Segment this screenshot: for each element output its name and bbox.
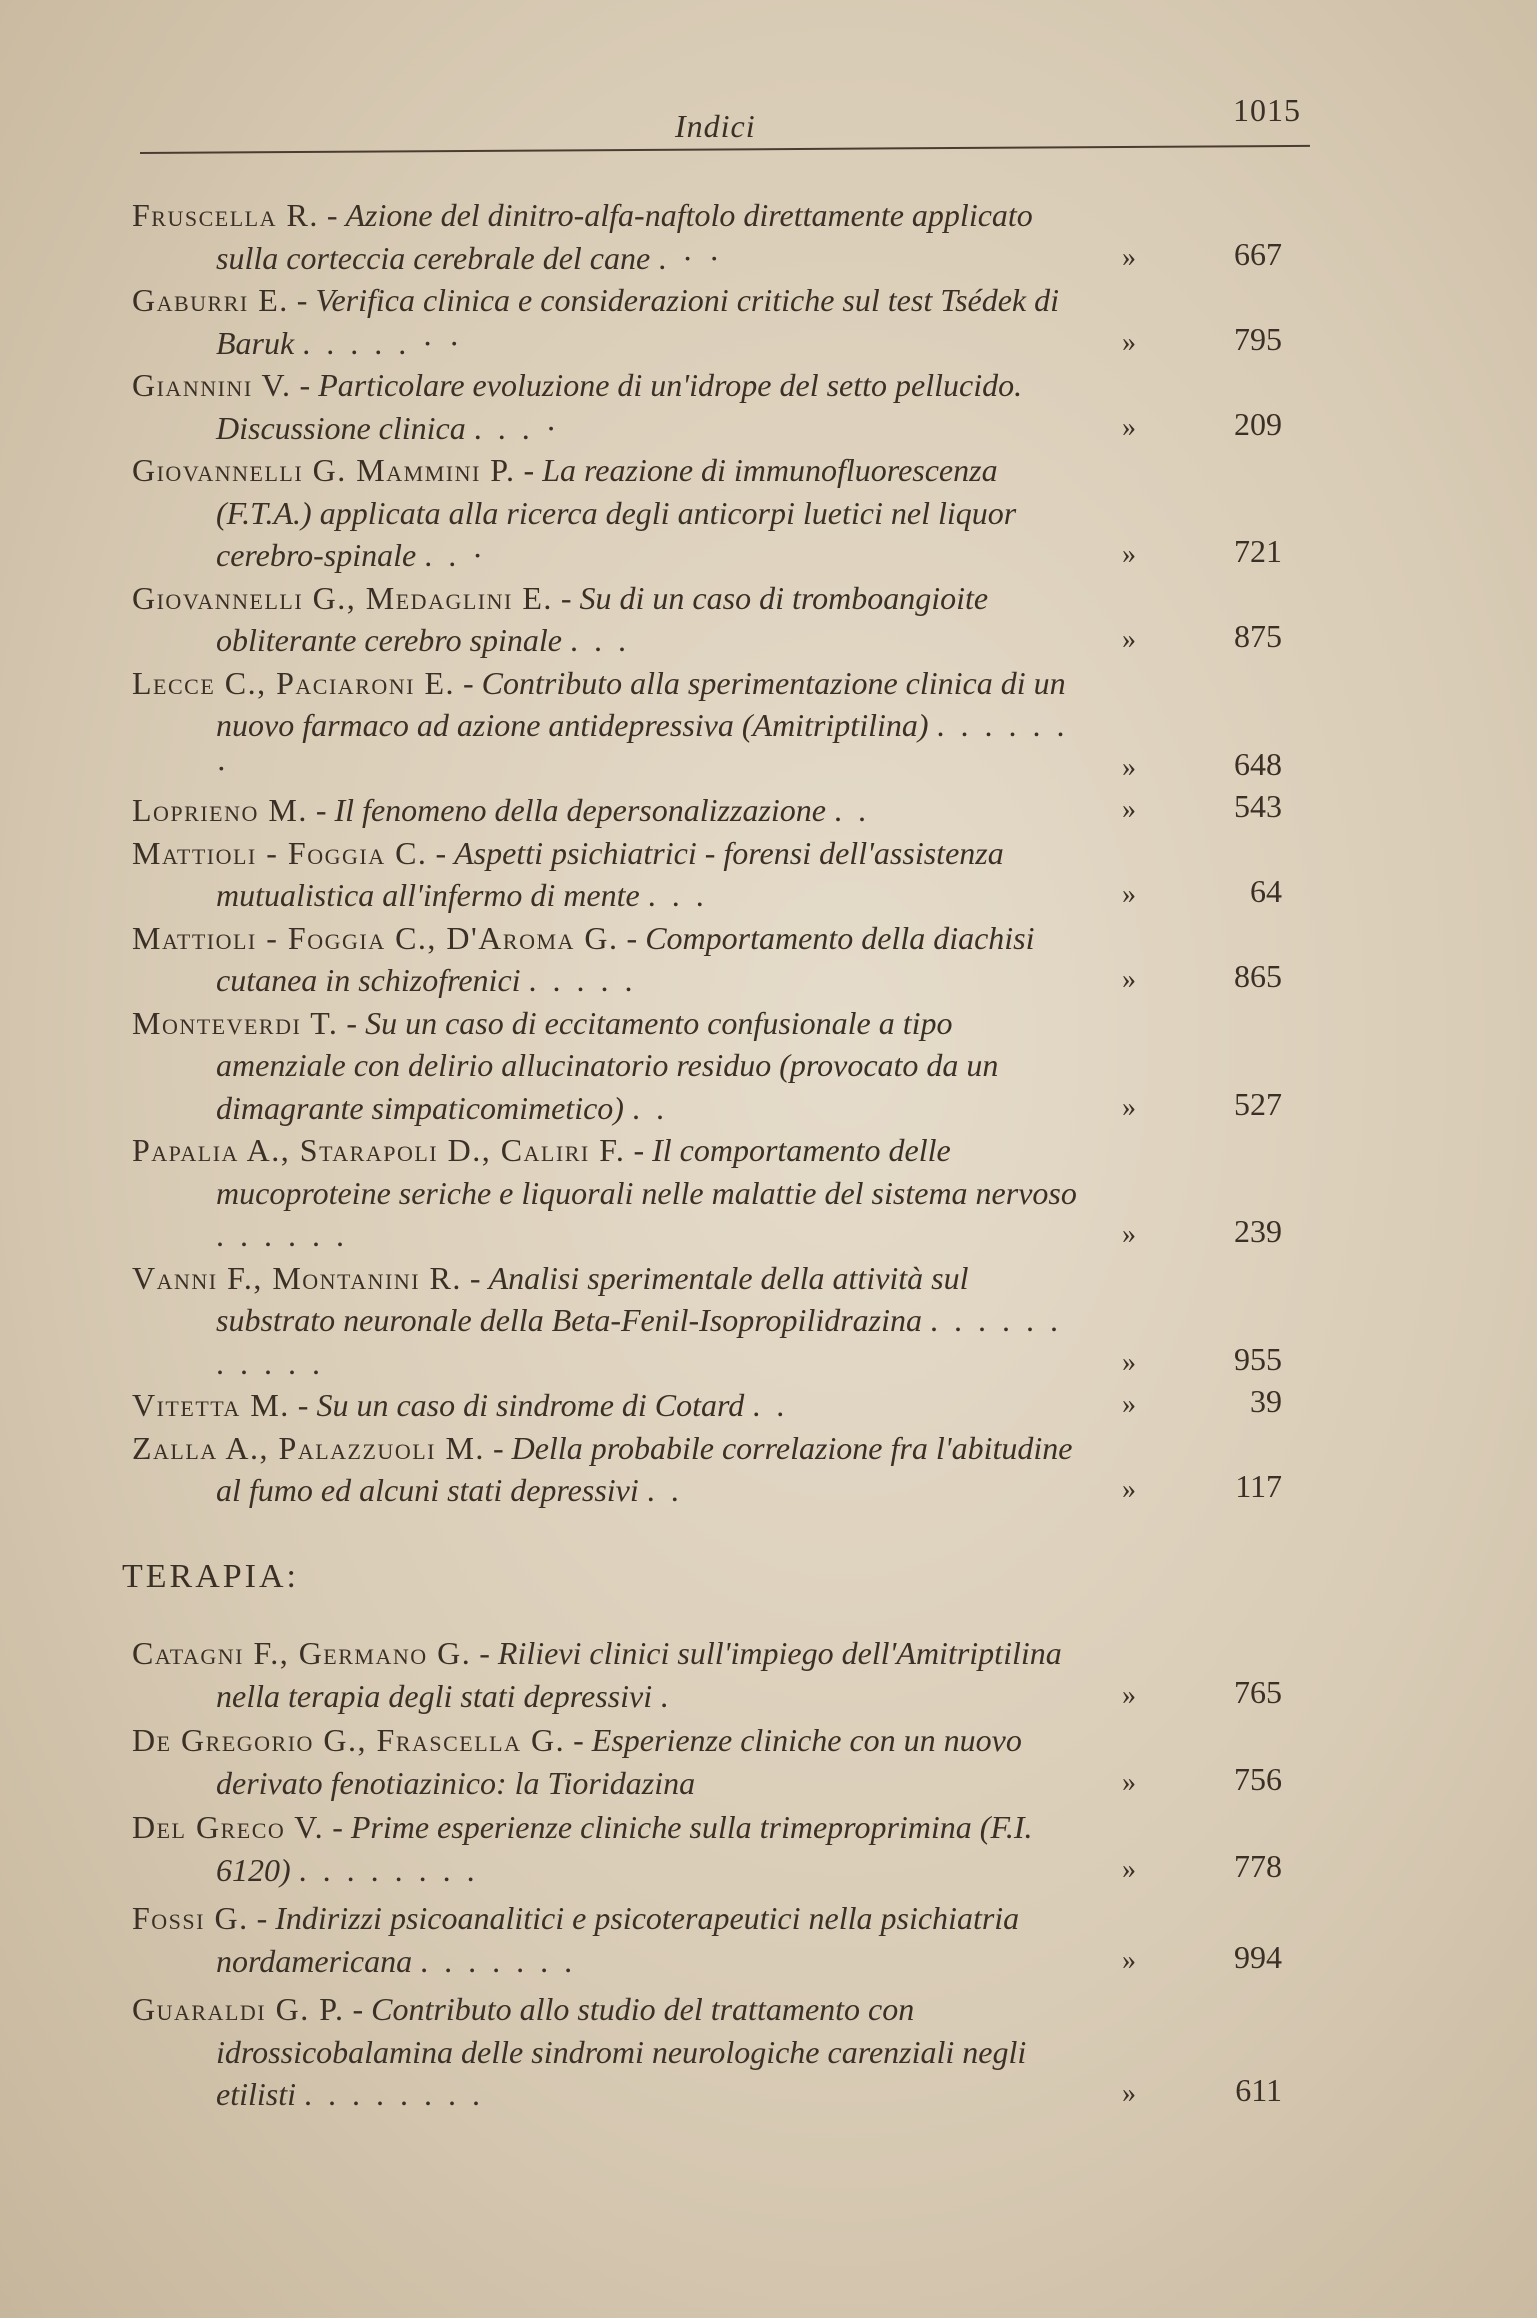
entry-author: Catagni F., Germano G. bbox=[132, 1635, 472, 1671]
entry-author: Giovannelli G. Mammini P. bbox=[132, 452, 516, 488]
entry-separator: - bbox=[299, 367, 311, 403]
section-heading-terapia: TERAPIA: bbox=[122, 1558, 299, 1595]
entry-ditto-mark: » bbox=[1122, 1346, 1136, 1378]
entry-ditto-mark: » bbox=[1122, 411, 1136, 443]
entry-ditto-mark: » bbox=[1122, 794, 1136, 825]
entry-separator: - bbox=[479, 1635, 490, 1671]
entry-title: Contributo alla sperimentazione clinica di un nuovo farmaco ad azione antidepressiva (Amitriptilina) bbox=[216, 664, 1066, 743]
entry-author: Vanni F., Montanini R. bbox=[132, 1259, 462, 1296]
entry-title: Della probabile correlazione fra l'abitudine al fumo ed alcuni stati depressivi bbox=[216, 1429, 1073, 1508]
entry-page-number: 64 bbox=[1250, 873, 1282, 909]
entry-ditto-mark: » bbox=[1122, 624, 1136, 655]
entry-author: Monteverdi T. bbox=[132, 1004, 339, 1041]
entry-author: Gaburri E. bbox=[132, 282, 289, 318]
entry-page-number: 543 bbox=[1234, 788, 1282, 824]
entry-dot-leader: . . bbox=[833, 792, 870, 828]
entry-dot-leader: . . . . . . . . bbox=[304, 2076, 484, 2112]
entry-dot-leader: . . bbox=[631, 1089, 668, 1126]
entry-title: Su un caso di sindrome di Cotard bbox=[316, 1387, 745, 1423]
index-entry bbox=[132, 1719, 1312, 1804]
entry-separator: - bbox=[297, 1387, 309, 1423]
entry-ditto-mark: » bbox=[1122, 326, 1136, 358]
entry-page-number: 795 bbox=[1234, 320, 1282, 357]
entry-ditto-mark: » bbox=[1122, 1389, 1136, 1420]
entry-dot-leader: . bbox=[660, 1677, 673, 1714]
entry-separator: - bbox=[352, 1991, 364, 2027]
entry-separator: - bbox=[315, 792, 327, 828]
entry-separator: - bbox=[633, 1132, 645, 1168]
terapia-entries-list bbox=[132, 1632, 1312, 2116]
entry-dot-leader: . . . bbox=[570, 622, 630, 658]
entry-ditto-mark: » bbox=[1122, 1766, 1136, 1798]
entry-separator: - bbox=[469, 1259, 481, 1296]
running-title: Indici bbox=[675, 108, 756, 144]
index-entry bbox=[132, 1257, 1312, 1385]
index-entry bbox=[132, 1988, 1312, 2116]
entry-ditto-mark: » bbox=[1122, 241, 1136, 273]
entry-author: De Gregorio G., Frascella G. bbox=[132, 1722, 566, 1758]
entry-author: Mattioli - Foggia C., D'Aroma G. bbox=[132, 919, 619, 956]
entry-title: Esperienze cliniche con un nuovo derivato fenotiazinico: la Tioridazina bbox=[216, 1722, 1022, 1801]
entry-author: Guaraldi G. P. bbox=[132, 1991, 345, 2027]
entry-title: Prime esperienze cliniche sulla trimeproprimina (F.I. 6120) bbox=[216, 1809, 1033, 1888]
entry-ditto-mark: » bbox=[1122, 964, 1136, 995]
entry-author: Giovannelli G., Medaglini E. bbox=[132, 579, 553, 616]
entry-dot-leader: . . bbox=[752, 1387, 789, 1423]
index-entry bbox=[132, 449, 1312, 577]
entry-title: Il comportamento delle mucoproteine seriche e liquorali nelle malattie del sistema nervoso bbox=[216, 1132, 1077, 1211]
entry-separator: - bbox=[256, 1900, 268, 1936]
index-entries-list bbox=[132, 194, 1312, 1512]
entry-author: Fossi G. bbox=[132, 1900, 249, 1936]
entry-separator: - bbox=[523, 452, 535, 488]
entry-page-number: 875 bbox=[1234, 618, 1282, 654]
entry-author: Papalia A., Starapoli D., Caliri F. bbox=[132, 1132, 626, 1168]
entry-ditto-mark: » bbox=[1122, 539, 1136, 570]
entry-dot-leader: . . . . . . . . bbox=[298, 1851, 479, 1888]
entry-dot-leader: . . . . . . . bbox=[420, 1942, 577, 1979]
entry-title: Azione del dinitro-alfa-naftolo direttamente applicato sulla corteccia cerebrale del cane bbox=[216, 197, 1033, 276]
entry-page-number: 865 bbox=[1234, 958, 1282, 994]
entry-dot-leader: . . . bbox=[647, 877, 708, 913]
index-entry bbox=[132, 364, 1312, 449]
entry-page-number: 756 bbox=[1234, 1760, 1282, 1797]
index-entry bbox=[132, 1632, 1312, 1717]
entry-dot-leader: . . · bbox=[424, 537, 487, 573]
entry-ditto-mark: » bbox=[1122, 879, 1136, 910]
entry-title: Contributo allo studio del trattamento con idrossicobalamina delle sindromi neurologiche carenziali negli etilisti bbox=[216, 1991, 1027, 2112]
entry-ditto-mark: » bbox=[1122, 1944, 1136, 1976]
entry-page-number: 721 bbox=[1234, 533, 1282, 569]
entry-page-number: 765 bbox=[1234, 1673, 1282, 1710]
entry-page-number: 611 bbox=[1235, 2072, 1282, 2108]
entry-page-number: 209 bbox=[1234, 405, 1282, 442]
index-entry bbox=[132, 662, 1312, 790]
entry-page-number: 39 bbox=[1250, 1383, 1282, 1419]
entry-author: Del Greco V. bbox=[132, 1809, 325, 1845]
entry-title: Su un caso di eccitamento confusionale a tipo amenziale con delirio allucinatorio residuo (provocato da un dimagrante simpaticomimetico) bbox=[216, 1004, 999, 1126]
index-entry bbox=[132, 789, 1312, 832]
entry-page-number: 648 bbox=[1234, 745, 1282, 782]
entry-author: Loprieno M. bbox=[132, 792, 308, 828]
entry-title: La reazione di immunofluorescenza (F.T.A.) applicata alla ricerca degli anticorpi luetici nel liquor cerebro-spinale bbox=[216, 452, 1017, 573]
entry-ditto-mark: » bbox=[1122, 1679, 1136, 1711]
entry-title: Aspetti psichiatrici - forensi dell'assistenza mutualistica all'infermo di mente bbox=[216, 834, 1004, 913]
entry-dot-leader: . . bbox=[646, 1472, 683, 1508]
index-entry bbox=[132, 832, 1312, 917]
entry-page-number: 527 bbox=[1234, 1085, 1282, 1122]
entry-page-number: 239 bbox=[1234, 1213, 1282, 1249]
entry-page-number: 994 bbox=[1234, 1938, 1282, 1975]
entry-ditto-mark: » bbox=[1122, 1474, 1136, 1505]
entry-dot-leader: . . . · bbox=[473, 409, 561, 446]
index-entry bbox=[132, 1427, 1312, 1512]
entry-author: Giannini V. bbox=[132, 367, 292, 403]
index-entry bbox=[132, 1129, 1312, 1257]
entry-dot-leader: . . . . . . . . . . . bbox=[216, 1302, 1063, 1381]
entry-author: Lecce C., Paciaroni E. bbox=[132, 664, 456, 701]
entry-title: Comportamento della diachisi cutanea in schizofrenici bbox=[216, 919, 1035, 998]
entry-ditto-mark: » bbox=[1122, 1853, 1136, 1885]
entry-author: Zalla A., Palazzuoli M. bbox=[132, 1429, 485, 1466]
entry-ditto-mark: » bbox=[1122, 2078, 1136, 2109]
entry-title: Particolare evoluzione di un'idrope del setto pellucido. Discussione clinica bbox=[216, 367, 1023, 446]
entry-title: Su di un caso di tromboangioite obliterante cerebro spinale bbox=[216, 579, 989, 658]
entry-separator: - bbox=[492, 1429, 504, 1466]
entry-separator: - bbox=[346, 1004, 358, 1041]
index-entry bbox=[132, 1002, 1312, 1130]
entry-separator: - bbox=[326, 197, 338, 233]
entry-page-number: 955 bbox=[1234, 1340, 1282, 1377]
index-entry bbox=[132, 1897, 1312, 1982]
entry-separator: - bbox=[626, 919, 638, 956]
page-number: 1015 bbox=[1233, 92, 1301, 128]
entry-author: Vitetta M. bbox=[132, 1387, 290, 1423]
entry-separator: - bbox=[296, 282, 308, 318]
entry-title: Analisi sperimentale della attività sul substrato neuronale della Beta-Fenil-Isopropilidrazina bbox=[216, 1259, 969, 1338]
entry-separator: - bbox=[463, 664, 474, 701]
entry-dot-leader: . . . . . bbox=[528, 962, 637, 998]
header-rule bbox=[140, 145, 1310, 154]
entry-dot-leader: . . . . . . bbox=[216, 1217, 348, 1253]
entry-ditto-mark: » bbox=[1122, 751, 1136, 783]
entry-dot-leader: . . . . . · · bbox=[302, 324, 464, 361]
entry-separator: - bbox=[435, 834, 447, 871]
entry-separator: - bbox=[573, 1722, 584, 1758]
index-entry bbox=[132, 577, 1312, 662]
entry-separator: - bbox=[560, 579, 572, 616]
entry-author: Mattioli - Foggia C. bbox=[132, 834, 428, 871]
entry-title: Verifica clinica e considerazioni critiche sul test Tsédek di Baruk bbox=[216, 282, 1060, 361]
index-entry bbox=[132, 194, 1312, 279]
entry-page-number: 778 bbox=[1234, 1847, 1282, 1884]
index-entry bbox=[132, 1384, 1312, 1427]
entry-separator: - bbox=[332, 1809, 343, 1845]
entry-ditto-mark: » bbox=[1122, 1091, 1136, 1123]
entry-page-number: 667 bbox=[1234, 235, 1282, 272]
index-entry bbox=[132, 917, 1312, 1002]
entry-dot-leader: . · · bbox=[658, 239, 724, 276]
entry-dot-leader: . . . . . . · bbox=[216, 707, 1069, 786]
entry-page-number: 117 bbox=[1235, 1468, 1282, 1504]
entry-title: Rilievi clinici sull'impiego dell'Amitriptilina nella terapia degli stati depressivi bbox=[216, 1635, 1062, 1714]
entry-ditto-mark: » bbox=[1122, 1219, 1136, 1250]
index-entry bbox=[132, 1806, 1312, 1891]
entry-title: Il fenomeno della depersonalizzazione bbox=[334, 792, 826, 828]
entry-title: Indirizzi psicoanalitici e psicoterapeutici nella psichiatria nordamericana bbox=[216, 1900, 1020, 1979]
index-entry bbox=[132, 279, 1312, 364]
entry-author: Fruscella R. bbox=[132, 197, 319, 233]
